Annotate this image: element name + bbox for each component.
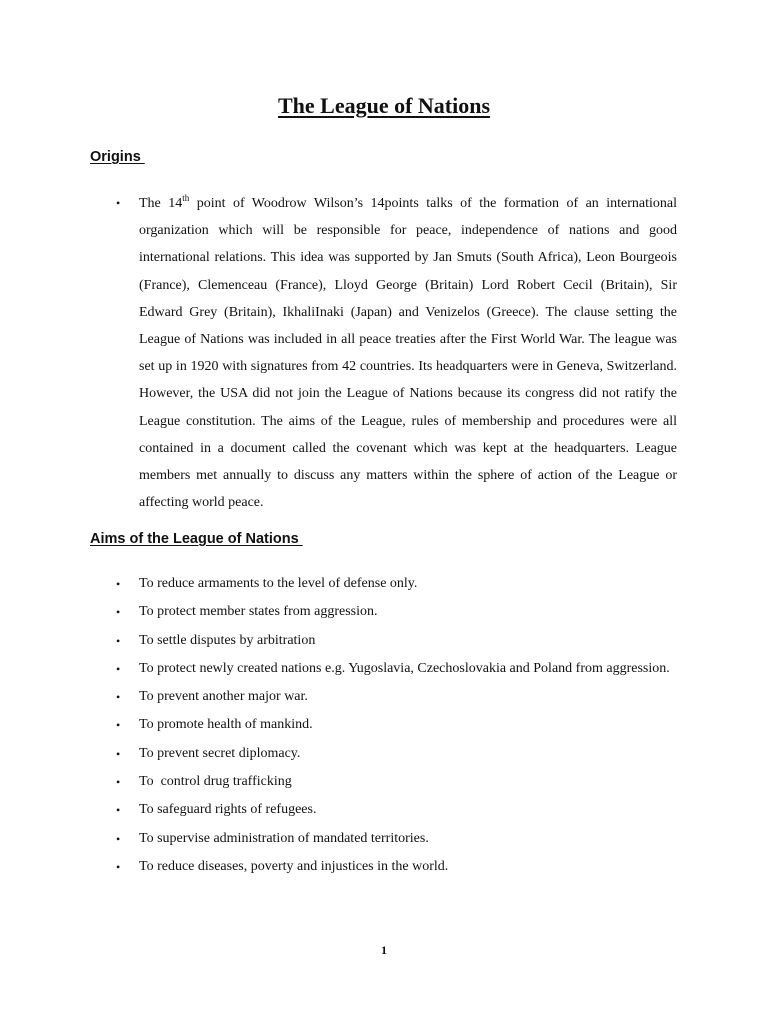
list-item [0, 570, 677, 598]
list-item-text: To settle disputes by arbitration [139, 632, 316, 648]
bullet-icon: • [116, 661, 121, 676]
origins-list [0, 190, 677, 516]
page-number: 1 [381, 943, 387, 957]
list-item-text: To protect member states from aggression. [139, 604, 378, 620]
list-item-text: To prevent secret diplomacy. [139, 745, 301, 761]
bullet-icon: • [116, 831, 121, 846]
section-heading-aims: Aims of the League of Nations [90, 531, 303, 547]
section-heading-origins: Origins [90, 149, 145, 165]
list-item-text: To promote health of mankind. [139, 717, 313, 733]
bullet-icon: • [116, 605, 121, 620]
bullet-icon: • [116, 633, 121, 648]
origins-paragraph-text: point of Woodrow Wilson’s 14points talks of the formation of an international organization which will be responsible for peace, independence of nations and good international relations. This idea was supported by Jan Smuts (South Africa), Leon Bourgeois (France), Clemenceau (France), Lloyd George (Britain) Lord Robert Cecil (Britain), Sir Edward Grey (Britain), IkhaliInaki (Japan) and Venizelos (Greece). The clause setting the League of Nations was included in all peace treaties after the First World War. The league was set up in 1920 with signatures from 42 countries. Its headquarters were in Geneva, Switzerland. However, the USA did not join the League of Nations because its congress did not ratify the League constitution. The aims of the League, rules of membership and procedures were all contained in a document called the covenant which was kept at the headquarters. League members met annually to discuss any matters within the sphere of action of the League or affecting world peace. [139, 196, 678, 511]
list-item-text: To control drug trafficking [139, 774, 292, 790]
bullet-icon: • [116, 718, 121, 733]
list-item [0, 627, 677, 655]
list-item [0, 711, 677, 739]
origins-paragraph-start: The 14 [139, 196, 183, 211]
list-item-text: To reduce diseases, poverty and injustices in the world. [139, 858, 449, 874]
list-item-text: To protect newly created nations e.g. Yugoslavia, Czechoslovakia and Poland from aggression. [139, 660, 670, 676]
aims-list [0, 570, 677, 881]
list-item-text: To reduce armaments to the level of defense only. [139, 576, 418, 591]
ordinal-suffix: th [182, 193, 190, 203]
list-item [0, 655, 677, 683]
bullet-icon: • [116, 859, 121, 874]
bullet-icon: • [116, 577, 121, 591]
list-item [0, 190, 677, 516]
list-item-text: To supervise administration of mandated territories. [139, 830, 429, 846]
list-item [0, 683, 677, 711]
bullet-icon: • [116, 803, 121, 818]
bullet-icon: • [116, 775, 121, 790]
list-item [0, 853, 677, 881]
bullet-icon: • [116, 746, 121, 761]
list-item-text: To prevent another major war. [139, 689, 308, 705]
bullet-icon: • [116, 690, 121, 705]
bullet-icon: • [116, 196, 121, 210]
list-item [0, 768, 677, 796]
list-item [0, 740, 677, 768]
list-item-text: To safeguard rights of refugees. [139, 802, 317, 818]
list-item [0, 796, 677, 824]
list-item [0, 825, 677, 853]
origins-paragraph [139, 193, 678, 511]
list-item [0, 598, 677, 626]
document-title: The League of Nations [277, 93, 491, 118]
